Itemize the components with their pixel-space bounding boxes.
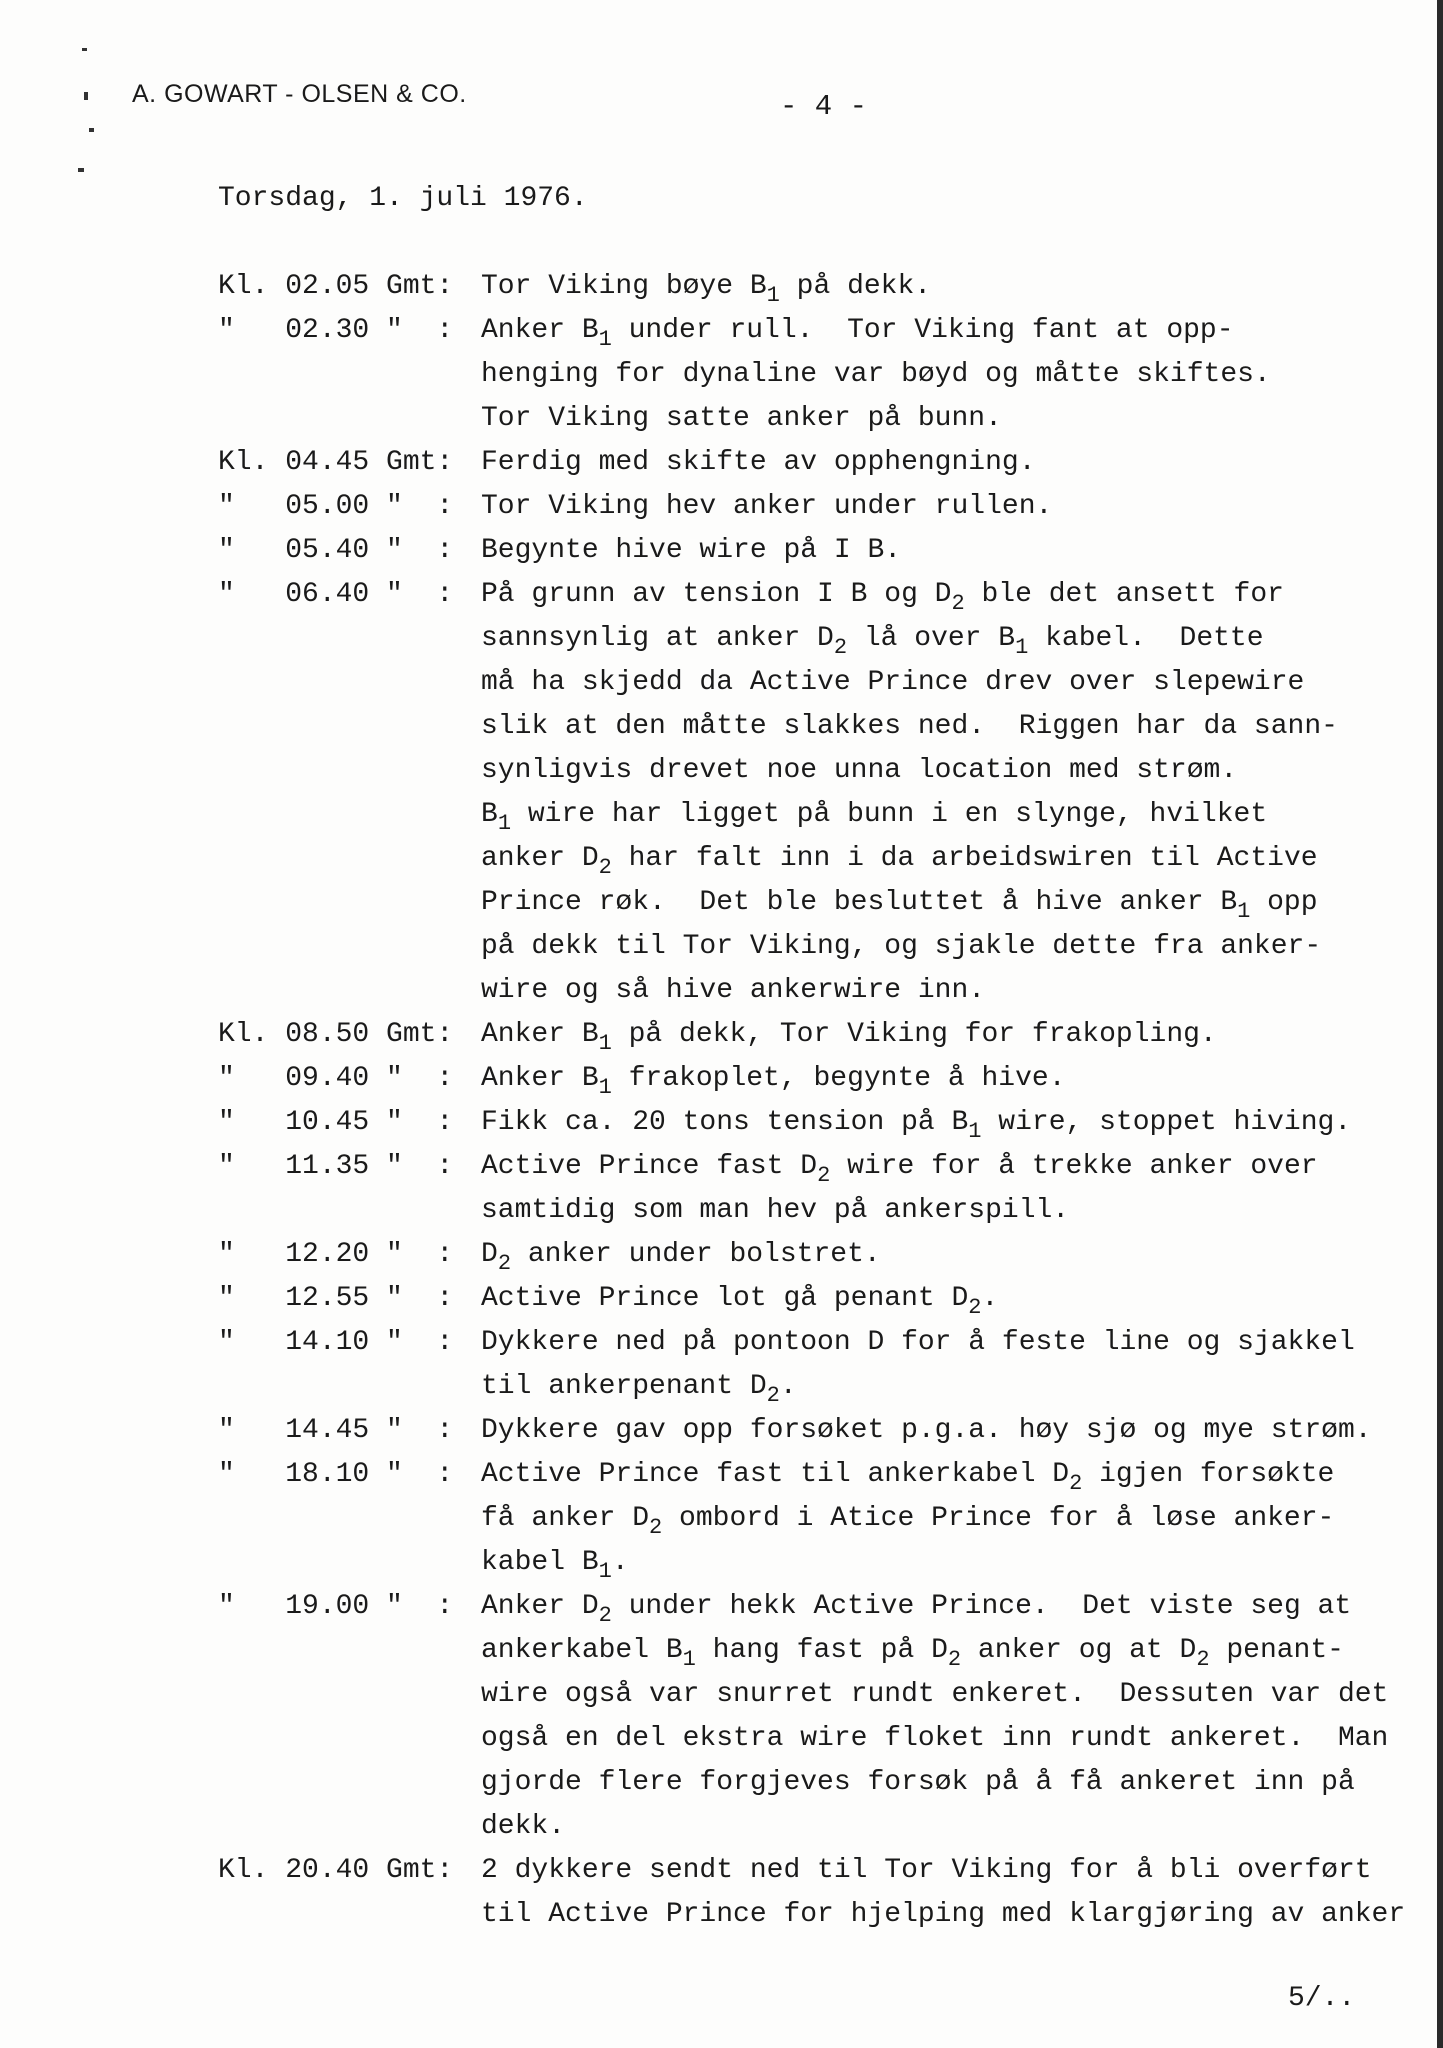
entry-line: til ankerpenant $D_2$. <box>481 1371 797 1408</box>
entry-time: " 05.40 " : <box>218 535 454 566</box>
entry-line: også en del ekstra wire floket inn rundt ankeret. Man <box>481 1723 1389 1754</box>
entry-line: på dekk til Tor Viking, og sjakle dette fra anker- <box>481 931 1322 962</box>
punch-mark <box>84 92 88 100</box>
entry-line: Active Prince fast $D_2$ wire for å trekke anker over <box>481 1151 1318 1188</box>
page-number: - 4 - <box>780 90 868 123</box>
entry-line: Active Prince lot gå penant $D_2$. <box>481 1283 999 1320</box>
log-entry <box>218 529 1440 573</box>
entry-line: Anker $B_1$ frakoplet, begynte å hive. <box>481 1063 1066 1100</box>
entry-line: dekk. <box>481 1811 566 1842</box>
entry-time: Kl. 02.05 Gmt: <box>218 271 454 302</box>
entry-line: Ferdig med skifte av opphengning. <box>481 447 1036 478</box>
entry-text <box>481 265 1421 309</box>
entry-line: gjorde flere forgjeves forsøk på å få ankeret inn på <box>481 1767 1355 1798</box>
entry-line: Dykkere gav opp forsøket p.g.a. høy sjø og mye strøm. <box>481 1415 1372 1446</box>
entry-line: sannsynlig at anker $D_2$ lå over $B_1$ kabel. Dette <box>481 623 1264 660</box>
entry-line: wire også var snurret rundt enkeret. Dessuten var det <box>481 1679 1389 1710</box>
entry-text <box>481 1409 1421 1453</box>
entry-line: Anker $D_2$ under hekk Active Prince. Det viste seg at <box>481 1591 1352 1628</box>
punch-mark <box>89 128 94 132</box>
entry-text <box>481 529 1421 573</box>
log-entry <box>218 573 1440 1013</box>
log-entry <box>218 309 1440 441</box>
entry-line: synligvis drevet noe unna location med strøm. <box>481 755 1238 786</box>
log-entry <box>218 1013 1440 1057</box>
log-date: Torsdag, 1. juli 1976. <box>218 183 588 214</box>
log-entry <box>218 1233 1440 1277</box>
log-entry <box>218 1277 1440 1321</box>
entry-line: få anker $D_2$ ombord i Atice Prince for å løse anker- <box>481 1503 1335 1540</box>
entry-time: Kl. 20.40 Gmt: <box>218 1855 454 1886</box>
entry-time: " 09.40 " : <box>218 1063 454 1094</box>
entry-line: Active Prince fast til ankerkabel $D_2$ igjen forsøkte <box>481 1459 1335 1496</box>
entry-line: wire og så hive ankerwire inn. <box>481 975 986 1006</box>
entry-text <box>481 1849 1421 1937</box>
log-entry <box>218 1453 1440 1585</box>
company-letterhead: A. GOWART - OLSEN & CO. <box>132 80 467 108</box>
entry-line: kabel $B_1$. <box>481 1547 629 1584</box>
entry-time: " 19.00 " : <box>218 1591 454 1622</box>
punch-mark <box>82 48 87 51</box>
entry-line: Begynte hive wire på I B. <box>481 535 902 566</box>
entry-text <box>481 1057 1421 1101</box>
entry-line: Tor Viking satte anker på bunn. <box>481 403 1002 434</box>
log-entry <box>218 265 1440 309</box>
entry-line: slik at den måtte slakkes ned. Riggen har da sann- <box>481 711 1338 742</box>
entry-text <box>481 573 1421 1013</box>
log-entry <box>218 441 1440 485</box>
entry-line: $B_1$ wire har ligget på bunn i en slynge, hvilket <box>481 799 1268 836</box>
entry-line: Dykkere ned på pontoon D for å feste line og sjakkel <box>481 1327 1355 1358</box>
entry-time: " 18.10 " : <box>218 1459 454 1490</box>
entry-text <box>481 1013 1421 1057</box>
log-entry <box>218 1057 1440 1101</box>
entry-line: til Active Prince for hjelping med klargjøring av anker <box>481 1899 1406 1930</box>
entry-text <box>481 1453 1421 1585</box>
entry-time: " 12.55 " : <box>218 1283 454 1314</box>
entry-line: ankerkabel $B_1$ hang fast på $D_2$ anker og at $D_2$ penant- <box>481 1635 1344 1672</box>
entry-time: Kl. 04.45 Gmt: <box>218 447 454 478</box>
entry-text <box>481 1277 1421 1321</box>
entry-time: " 14.45 " : <box>218 1415 454 1446</box>
continuation-marker: 5/.. <box>1288 1983 1356 2014</box>
entry-time: " 05.00 " : <box>218 491 454 522</box>
entry-line: Tor Viking bøye $B_1$ på dekk. <box>481 271 932 308</box>
log-entry <box>218 1321 1440 1409</box>
entry-time: " 10.45 " : <box>218 1107 454 1138</box>
entry-text <box>481 441 1421 485</box>
entry-text <box>481 1233 1421 1277</box>
entry-time: " 06.40 " : <box>218 579 454 610</box>
log-entry <box>218 1849 1440 1937</box>
entry-line: Prince røk. Det ble besluttet å hive anker $B_1$ opp <box>481 887 1318 924</box>
entry-line: Tor Viking hev anker under rullen. <box>481 491 1053 522</box>
punch-mark <box>78 168 84 172</box>
entry-text <box>481 1145 1421 1233</box>
entry-text <box>481 309 1421 441</box>
entry-line: Anker $B_1$ på dekk, Tor Viking for frakopling. <box>481 1019 1217 1056</box>
entry-text <box>481 1585 1421 1849</box>
entry-line: På grunn av tension I B og $D_2$ ble det ansett for <box>481 579 1284 616</box>
log-entries <box>218 265 1440 1937</box>
entry-line: Fikk ca. 20 tons tension på $B_1$ wire, stoppet hiving. <box>481 1107 1352 1144</box>
log-entry <box>218 485 1440 529</box>
entry-line: samtidig som man hev på ankerspill. <box>481 1195 1070 1226</box>
entry-time: " 14.10 " : <box>218 1327 454 1358</box>
entry-time: " 11.35 " : <box>218 1151 454 1182</box>
log-entry <box>218 1145 1440 1233</box>
log-entry <box>218 1585 1440 1849</box>
entry-time: " 02.30 " : <box>218 315 454 346</box>
entry-time: Kl. 08.50 Gmt: <box>218 1019 454 1050</box>
entry-line: Anker $B_1$ under rull. Tor Viking fant at opp- <box>481 315 1234 352</box>
entry-line: henging for dynaline var bøyd og måtte skiftes. <box>481 359 1271 390</box>
entry-line: 2 dykkere sendt ned til Tor Viking for å bli overført <box>481 1855 1372 1886</box>
entry-line: må ha skjedd da Active Prince drev over slepewire <box>481 667 1305 698</box>
entry-text <box>481 1101 1421 1145</box>
log-entry <box>218 1101 1440 1145</box>
entry-line: anker $D_2$ har falt inn i da arbeidswiren til Active <box>481 843 1318 880</box>
entry-line: $D_2$ anker under bolstret. <box>481 1239 881 1276</box>
entry-text <box>481 1321 1421 1409</box>
log-entry <box>218 1409 1440 1453</box>
entry-text <box>481 485 1421 529</box>
entry-time: " 12.20 " : <box>218 1239 454 1270</box>
